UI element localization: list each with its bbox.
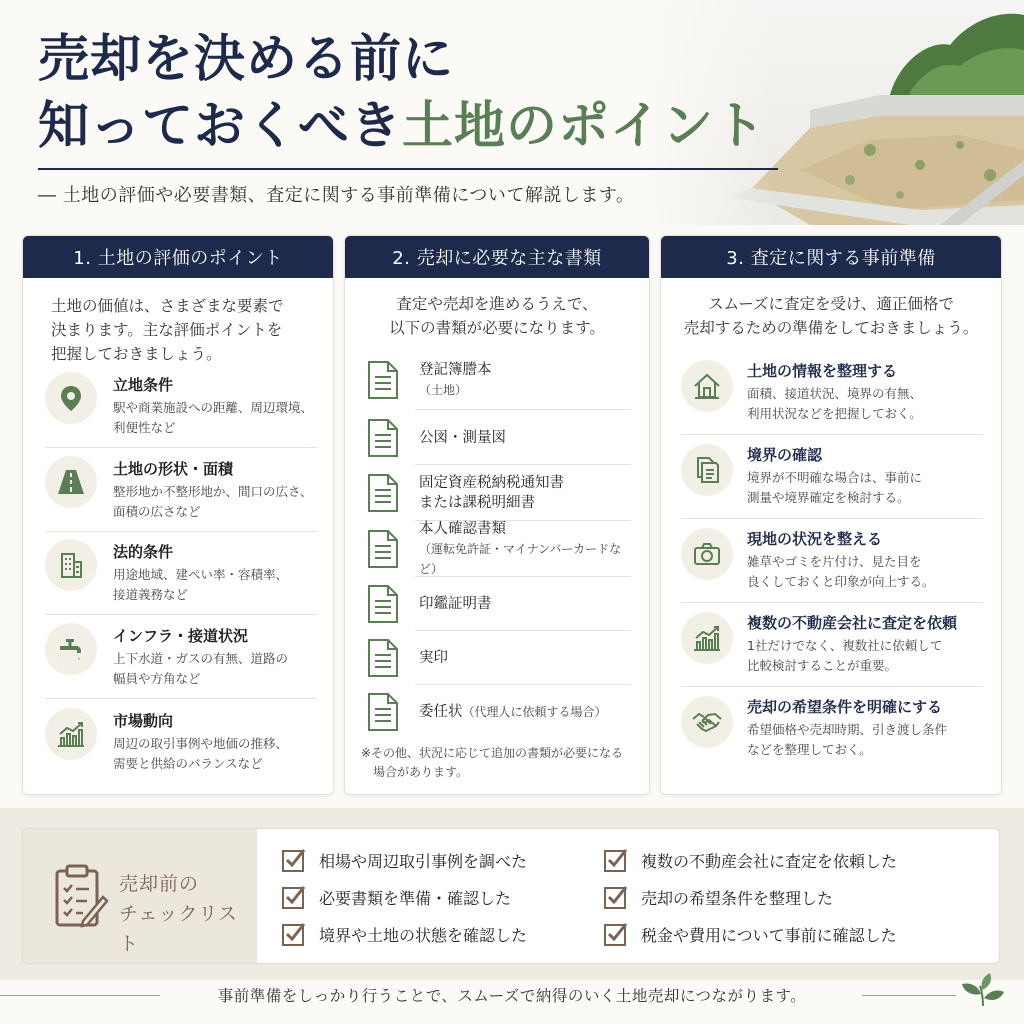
footer-message: 事前準備をしっかり行うことで、スムーズで納得のいく土地売却につながります。 <box>0 984 1024 1006</box>
list-item <box>45 623 325 689</box>
column-intro <box>661 278 1001 340</box>
item-desc: 駅や商業施設への距離、周辺環境、 利便性など <box>113 400 314 435</box>
documents-note: ※その他、状況に応じて追加の書類が必要になる 場合があります。 <box>361 746 624 779</box>
item-title: 法的条件 <box>113 543 174 561</box>
list-item <box>681 444 993 508</box>
checklist-item-label: 複数の不動産会社に査定を依頼した <box>641 851 898 871</box>
document-sub: （代理人に依頼する場合） <box>462 705 607 719</box>
checkbox-checked-icon[interactable] <box>281 884 307 910</box>
road-icon <box>45 456 97 508</box>
checklist-label-box <box>23 829 257 964</box>
checkbox-checked-icon[interactable] <box>281 921 307 947</box>
intro-line: 以下の書類が必要になります。 <box>389 319 605 337</box>
item-title: 土地の情報を整理する <box>747 362 898 380</box>
intro-line: 把握しておきましょう。 <box>51 345 222 363</box>
column-appraisal-preparation <box>660 235 1002 795</box>
divider <box>415 576 631 577</box>
item-title: インフラ・接道状況 <box>113 627 249 645</box>
list-item <box>45 372 325 438</box>
checklist-item-label: 売却の希望条件を整理した <box>641 888 834 908</box>
intro-line: 査定や売却を進めるうえで、 <box>396 295 598 313</box>
list-item <box>45 456 325 522</box>
checkbox-checked-icon[interactable] <box>603 921 629 947</box>
document-sub: （運転免許証・マイナンバーカードなど） <box>419 542 622 576</box>
divider <box>415 409 631 410</box>
divider <box>45 698 317 699</box>
item-title: 境界の確認 <box>747 446 823 464</box>
item-title: 現地の状況を整える <box>747 530 883 548</box>
chart-icon <box>45 708 97 760</box>
list-item <box>45 708 325 774</box>
document-sub: または課税明細書 <box>419 495 535 511</box>
checklist-item-label: 必要書類を準備・確認した <box>319 888 512 908</box>
title-line-1: 売却を決める前に <box>38 29 455 89</box>
divider <box>45 614 317 615</box>
document-icon <box>367 473 399 513</box>
documents-icon <box>681 444 733 496</box>
divider <box>415 630 631 631</box>
divider <box>415 684 631 685</box>
intro-line: 決まります。主な評価ポイントを <box>51 321 283 339</box>
column-header: 2. 売却に必要な主な書類 <box>345 236 649 278</box>
checklist-item-label: 税金や費用について事前に確認した <box>641 925 897 945</box>
camera-icon <box>681 528 733 580</box>
checkbox-checked-icon[interactable] <box>603 847 629 873</box>
item-desc: 雑草やゴミを片付け、見た目を 良くしておくと印象が向上する。 <box>747 554 935 589</box>
house-icon <box>681 360 733 412</box>
leaves-icon <box>960 972 1006 1008</box>
faucet-icon <box>45 623 97 675</box>
item-desc: 1社だけでなく、複数社に依頼して 比較検討することが重要。 <box>747 638 943 673</box>
document-sub: （土地） <box>419 383 468 397</box>
document-item <box>367 466 637 520</box>
page-subtitle: ― 土地の評価や必要書類、査定に関する事前準備について解説します。 <box>38 185 635 206</box>
list-item <box>681 528 993 592</box>
intro-line: スムーズに査定を受け、適正価格で <box>708 295 954 313</box>
page-title <box>38 26 766 160</box>
column-header: 3. 査定に関する事前準備 <box>661 236 1001 278</box>
divider <box>415 464 631 465</box>
checklist-item-label: 境界や土地の状態を確認した <box>319 925 528 945</box>
item-desc: 希望価格や売却時期、引き渡し条件 などを整理しておく。 <box>747 722 948 757</box>
checklist-item-label: 相場や周辺取引事例を調べた <box>319 851 528 871</box>
document-icon <box>367 638 399 678</box>
building-icon <box>45 539 97 591</box>
item-desc: 整形地か不整形地か、間口の広さ、 面積の広さなど <box>113 484 313 519</box>
header <box>0 0 1024 225</box>
document-item <box>367 354 637 406</box>
document-icon <box>367 418 399 458</box>
checklist-item[interactable] <box>603 847 897 873</box>
checklist-item[interactable] <box>281 921 527 947</box>
item-title: 複数の不動産会社に査定を依頼 <box>747 614 958 632</box>
document-title: 実印 <box>419 650 448 666</box>
checklist-title: 売却前の チェックリスト <box>119 873 239 955</box>
document-icon <box>367 360 399 400</box>
document-title: 登記簿謄本 <box>419 362 492 378</box>
item-desc: 境界が不明確な場合は、事前に 測量や境界確定を検討する。 <box>747 470 923 505</box>
item-title: 市場動向 <box>113 712 174 730</box>
column-header: 1. 土地の評価のポイント <box>23 236 333 278</box>
checkbox-checked-icon[interactable] <box>603 884 629 910</box>
checklist-item[interactable] <box>603 921 897 947</box>
title-divider <box>38 168 778 170</box>
document-icon <box>367 529 399 569</box>
item-desc: 面積、接道状況、境界の有無、 利用状況などを把握しておく。 <box>747 386 923 421</box>
document-item <box>367 412 637 464</box>
column-intro <box>345 278 649 340</box>
map-pin-icon <box>45 372 97 424</box>
divider <box>681 686 983 687</box>
divider <box>681 434 983 435</box>
item-desc: 周辺の取引事例や地価の推移、 需要と供給のバランスなど <box>113 736 289 771</box>
document-item <box>367 578 637 630</box>
item-title: 土地の形状・面積 <box>113 460 234 478</box>
divider <box>45 531 317 532</box>
document-item <box>367 686 637 738</box>
handshake-icon <box>681 696 733 748</box>
item-desc: 上下水道・ガスの有無、道路の 幅員や方角など <box>113 651 289 686</box>
checklist-panel <box>22 828 1000 964</box>
document-title: 公図・測量図 <box>419 430 506 446</box>
clipboard-icon <box>53 863 109 929</box>
document-item <box>367 632 637 684</box>
list-item <box>681 696 993 760</box>
column-evaluation-points <box>22 235 334 795</box>
checklist-item[interactable] <box>603 884 833 910</box>
list-item <box>681 612 993 676</box>
document-item <box>367 522 637 576</box>
title-line-2 <box>38 93 766 160</box>
item-desc: 用途地域、建ぺい率・容積率、 接道義務など <box>113 567 289 602</box>
divider <box>681 602 983 603</box>
document-title: 固定資産税納税通知書 <box>419 475 564 491</box>
document-title: 委任状 <box>419 704 463 720</box>
list-item <box>681 360 993 424</box>
title-line-2-accent: 土地のポイント <box>402 96 767 156</box>
document-icon <box>367 692 399 732</box>
item-title: 立地条件 <box>113 376 174 394</box>
divider <box>45 447 317 448</box>
title-line-2-prefix: 知っておくべき <box>38 96 403 156</box>
intro-line: 売却するための準備をしておきましょう。 <box>683 319 979 337</box>
checklist-item[interactable] <box>281 884 511 910</box>
column-intro <box>23 278 333 366</box>
chart-icon <box>681 612 733 664</box>
checkbox-checked-icon[interactable] <box>281 847 307 873</box>
divider <box>681 518 983 519</box>
document-title: 本人確認書類 <box>419 521 506 537</box>
column-required-documents <box>344 235 650 795</box>
document-icon <box>367 584 399 624</box>
checklist-item[interactable] <box>281 847 527 873</box>
document-title: 印鑑証明書 <box>419 596 492 612</box>
intro-line: 土地の価値は、さまざまな要素で <box>51 297 284 315</box>
item-title: 売却の希望条件を明確にする <box>747 698 943 716</box>
list-item <box>45 539 325 605</box>
